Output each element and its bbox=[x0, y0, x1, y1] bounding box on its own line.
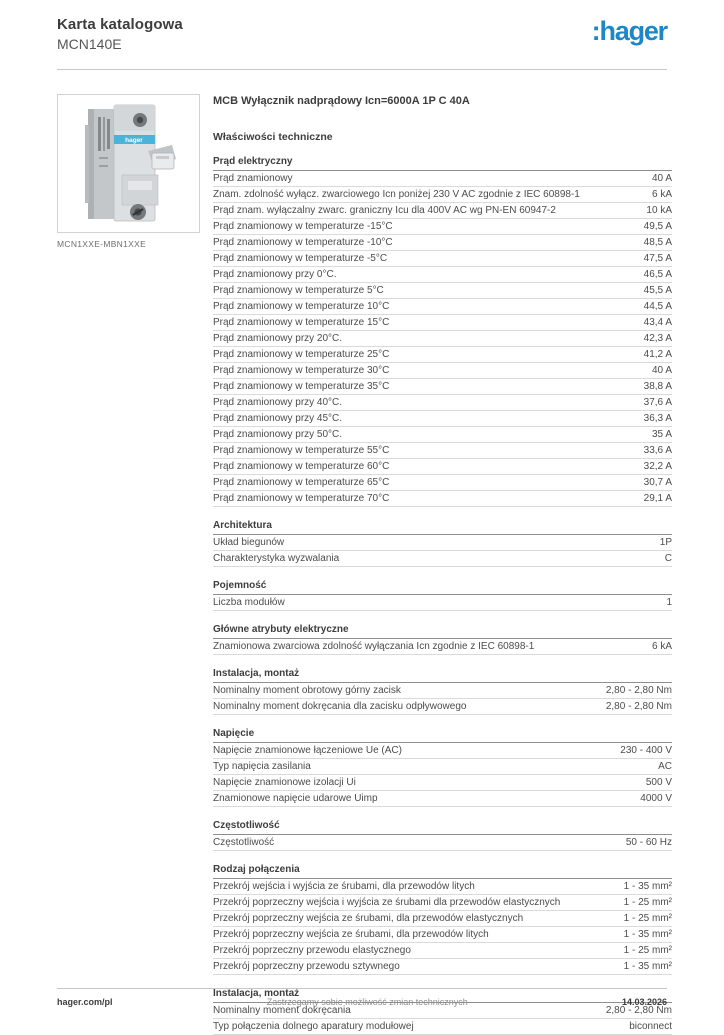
spec-section bbox=[213, 728, 672, 807]
spec-row-value: 47,5 A bbox=[643, 253, 672, 264]
product-image bbox=[57, 94, 200, 233]
spec-row-label: Prąd znamionowy w temperaturze 25°C bbox=[213, 349, 390, 360]
spec-section-title: Prąd elektryczny bbox=[213, 156, 672, 171]
spec-row-label: Prąd znamionowy przy 45°C. bbox=[213, 413, 343, 424]
spec-row-value: 40 A bbox=[651, 173, 672, 184]
spec-row-value: 6 kA bbox=[651, 641, 672, 652]
footer-website: hager.com/pl bbox=[57, 997, 113, 1007]
spec-row bbox=[213, 347, 672, 363]
spec-row-value: 50 - 60 Hz bbox=[625, 837, 672, 848]
spec-section bbox=[213, 580, 672, 611]
spec-row bbox=[213, 171, 672, 187]
spec-row bbox=[213, 911, 672, 927]
spec-row bbox=[213, 895, 672, 911]
spec-row-value: 1 - 35 mm² bbox=[623, 961, 672, 972]
spec-row-value: 40 A bbox=[651, 365, 672, 376]
header-divider bbox=[57, 69, 667, 70]
spec-row bbox=[213, 251, 672, 267]
spec-row bbox=[213, 1019, 672, 1035]
spec-row-label: Przekrój wejścia i wyjścia ze śrubami, dla przewodów litych bbox=[213, 881, 475, 892]
spec-row bbox=[213, 363, 672, 379]
spec-row-value: 230 - 400 V bbox=[620, 745, 672, 756]
mcb-breaker-illustration bbox=[58, 95, 199, 232]
spec-row-value: 29,1 A bbox=[643, 493, 672, 504]
spec-row-label: Prąd znamionowy w temperaturze -10°C bbox=[213, 237, 393, 248]
spec-row-label: Prąd znamionowy przy 0°C. bbox=[213, 269, 337, 280]
spec-row bbox=[213, 411, 672, 427]
spec-row-value: 38,8 A bbox=[643, 381, 672, 392]
spec-row bbox=[213, 927, 672, 943]
spec-row bbox=[213, 235, 672, 251]
spec-row-label: Typ napięcia zasilania bbox=[213, 761, 311, 772]
spec-row bbox=[213, 699, 672, 715]
spec-row-label: Prąd znamionowy w temperaturze -15°C bbox=[213, 221, 393, 232]
spec-row bbox=[213, 595, 672, 611]
spec-column bbox=[213, 94, 672, 1035]
technical-properties-heading: Właściwości techniczne bbox=[213, 131, 333, 143]
spec-row-label: Prąd znamionowy przy 40°C. bbox=[213, 397, 343, 408]
spec-row-label: Znamionowa zwarciowa zdolność wyłączania Icn zgodnie z IEC 60898-1 bbox=[213, 641, 535, 652]
spec-row-label: Prąd znamionowy w temperaturze 65°C bbox=[213, 477, 390, 488]
spec-row-label: Prąd znam. wyłączalny zwarc. graniczny Icu dla 400V AC wg PN-EN 60947-2 bbox=[213, 205, 556, 216]
spec-row-value: 1 - 25 mm² bbox=[623, 913, 672, 924]
spec-row-label: Liczba modułów bbox=[213, 597, 285, 608]
spec-row-value: 4000 V bbox=[640, 793, 672, 804]
spec-row-value: AC bbox=[658, 761, 672, 772]
spec-row-value: C bbox=[664, 553, 672, 564]
spec-section bbox=[213, 864, 672, 975]
spec-row-value: 48,5 A bbox=[643, 237, 672, 248]
product-image-caption: MCN1XXE-MBN1XXE bbox=[57, 239, 147, 249]
spec-row-value: 36,3 A bbox=[643, 413, 672, 424]
spec-row-value: 2,80 - 2,80 Nm bbox=[605, 1005, 672, 1016]
footer-date: 14.03.2026 bbox=[621, 997, 667, 1007]
spec-section-title: Instalacja, montaż bbox=[213, 668, 672, 683]
spec-section-title: Architektura bbox=[213, 520, 672, 535]
spec-row bbox=[213, 187, 672, 203]
spec-row-value: 30,7 A bbox=[643, 477, 672, 488]
spec-row bbox=[213, 379, 672, 395]
spec-row-label: Układ biegunów bbox=[213, 537, 285, 548]
spec-row-value: 35 A bbox=[651, 429, 672, 440]
spec-row-value: 500 V bbox=[645, 777, 672, 788]
spec-row bbox=[213, 267, 672, 283]
spec-row-value: 1 - 35 mm² bbox=[623, 881, 672, 892]
spec-section bbox=[213, 520, 672, 567]
spec-row bbox=[213, 535, 672, 551]
spec-row-value: 2,80 - 2,80 Nm bbox=[605, 685, 672, 696]
spec-row bbox=[213, 299, 672, 315]
spec-row-label: Przekrój poprzeczny wejścia i wyjścia ze śrubami dla przewodów elastycznych bbox=[213, 897, 561, 908]
spec-row-value: 6 kA bbox=[651, 189, 672, 200]
spec-row-label: Charakterystyka wyzwalania bbox=[213, 553, 340, 564]
spec-row bbox=[213, 835, 672, 851]
spec-row-value: 43,4 A bbox=[643, 317, 672, 328]
spec-section-title: Główne atrybuty elektryczne bbox=[213, 624, 672, 639]
spec-row-value: biconnect bbox=[629, 1021, 672, 1032]
spec-row-label: Częstotliwość bbox=[213, 837, 275, 848]
page-footer bbox=[57, 988, 667, 1007]
spec-section bbox=[213, 668, 672, 715]
spec-row-label: Przekrój poprzeczny wejścia ze śrubami, dla przewodów litych bbox=[213, 929, 489, 940]
hager-logo: :hager bbox=[591, 16, 667, 46]
spec-row-value: 1 bbox=[666, 597, 672, 608]
spec-row-value: 1 - 25 mm² bbox=[623, 897, 672, 908]
spec-row-label: Przekrój poprzeczny wejścia ze śrubami, dla przewodów elastycznych bbox=[213, 913, 524, 924]
spec-section-title: Instalacja, montaż bbox=[213, 988, 672, 1003]
spec-row-label: Znamionowe napięcie udarowe Uimp bbox=[213, 793, 378, 804]
spec-row-label: Prąd znamionowy przy 20°C. bbox=[213, 333, 343, 344]
spec-row-label: Prąd znamionowy w temperaturze 5°C bbox=[213, 285, 384, 296]
spec-row-label: Prąd znamionowy w temperaturze 10°C bbox=[213, 301, 390, 312]
spec-section-title: Pojemność bbox=[213, 580, 672, 595]
spec-row-value: 42,3 A bbox=[643, 333, 672, 344]
spec-row bbox=[213, 331, 672, 347]
spec-section-title: Rodzaj połączenia bbox=[213, 864, 672, 879]
spec-row-value: 41,2 A bbox=[643, 349, 672, 360]
spec-row-label: Nominalny moment dokręcania bbox=[213, 1005, 351, 1016]
spec-row-label: Prąd znamionowy w temperaturze 35°C bbox=[213, 381, 390, 392]
spec-row-label: Prąd znamionowy w temperaturze 55°C bbox=[213, 445, 390, 456]
spec-row-label: Prąd znamionowy przy 50°C. bbox=[213, 429, 343, 440]
spec-section-title: Częstotliwość bbox=[213, 820, 672, 835]
spec-section-title: Napięcie bbox=[213, 728, 672, 743]
spec-row-value: 46,5 A bbox=[643, 269, 672, 280]
spec-row-value: 10 kA bbox=[646, 205, 672, 216]
svg-text:hager: hager bbox=[125, 137, 143, 144]
spec-row-label: Typ połączenia dolnego aparatury modułowej bbox=[213, 1021, 414, 1032]
spec-row bbox=[213, 459, 672, 475]
spec-row bbox=[213, 315, 672, 331]
spec-row-value: 1P bbox=[659, 537, 672, 548]
spec-row bbox=[213, 959, 672, 975]
spec-row-label: Prąd znamionowy w temperaturze -5°C bbox=[213, 253, 388, 264]
spec-row-label: Prąd znamionowy bbox=[213, 173, 293, 184]
content-area bbox=[57, 94, 672, 1035]
spec-row-value: 45,5 A bbox=[643, 285, 672, 296]
doc-type-title: Karta katalogowa bbox=[57, 16, 183, 33]
spec-row bbox=[213, 491, 672, 507]
spec-row-value: 44,5 A bbox=[643, 301, 672, 312]
spec-row-label: Napięcie znamionowe izolacji Ui bbox=[213, 777, 356, 788]
spec-row bbox=[213, 759, 672, 775]
spec-row bbox=[213, 283, 672, 299]
spec-section bbox=[213, 156, 672, 507]
spec-row-label: Napięcie znamionowe łączeniowe Ue (AC) bbox=[213, 745, 402, 756]
spec-row-value: 1 - 25 mm² bbox=[623, 945, 672, 956]
spec-row-value: 37,6 A bbox=[643, 397, 672, 408]
spec-row-value: 2,80 - 2,80 Nm bbox=[605, 701, 672, 712]
spec-row-value: 33,6 A bbox=[643, 445, 672, 456]
spec-row-value: 32,2 A bbox=[643, 461, 672, 472]
spec-row-label: Prąd znamionowy w temperaturze 30°C bbox=[213, 365, 390, 376]
spec-row bbox=[213, 219, 672, 235]
spec-row bbox=[213, 879, 672, 895]
spec-row bbox=[213, 639, 672, 655]
spec-section bbox=[213, 624, 672, 655]
spec-row-label: Prąd znamionowy w temperaturze 60°C bbox=[213, 461, 390, 472]
spec-row-label: Nominalny moment dokręcania dla zacisku odpływowego bbox=[213, 701, 467, 712]
spec-row-label: Przekrój poprzeczny przewodu elastycznego bbox=[213, 945, 411, 956]
page-header bbox=[57, 16, 667, 52]
spec-row bbox=[213, 427, 672, 443]
spec-row-value: 49,5 A bbox=[643, 221, 672, 232]
spec-row bbox=[213, 683, 672, 699]
spec-row-value: 1 - 35 mm² bbox=[623, 929, 672, 940]
footer-disclaimer: Zastrzegamy sobie możliwość zmian technicznych bbox=[266, 997, 468, 1007]
spec-row-label: Nominalny moment obrotowy górny zacisk bbox=[213, 685, 401, 696]
product-title: MCB Wyłącznik nadprądowy Icn=6000A 1P C 40A bbox=[213, 95, 470, 107]
spec-row-label: Znam. zdolność wyłącz. zwarciowego Icn poniżej 230 V AC zgodnie z IEC 60898-1 bbox=[213, 189, 580, 200]
spec-row-label: Przekrój poprzeczny przewodu sztywnego bbox=[213, 961, 400, 972]
spec-row-label: Prąd znamionowy w temperaturze 70°C bbox=[213, 493, 390, 504]
spec-section bbox=[213, 820, 672, 851]
spec-row bbox=[213, 551, 672, 567]
product-image-column bbox=[57, 94, 200, 249]
spec-row bbox=[213, 943, 672, 959]
spec-row-label: Prąd znamionowy w temperaturze 15°C bbox=[213, 317, 390, 328]
spec-sections bbox=[213, 156, 672, 1035]
spec-row bbox=[213, 475, 672, 491]
spec-row bbox=[213, 395, 672, 411]
spec-row bbox=[213, 791, 672, 807]
spec-row bbox=[213, 743, 672, 759]
spec-row bbox=[213, 775, 672, 791]
footer-row bbox=[57, 989, 667, 1007]
spec-row bbox=[213, 203, 672, 219]
spec-row bbox=[213, 443, 672, 459]
product-code: MCN140E bbox=[57, 36, 122, 52]
